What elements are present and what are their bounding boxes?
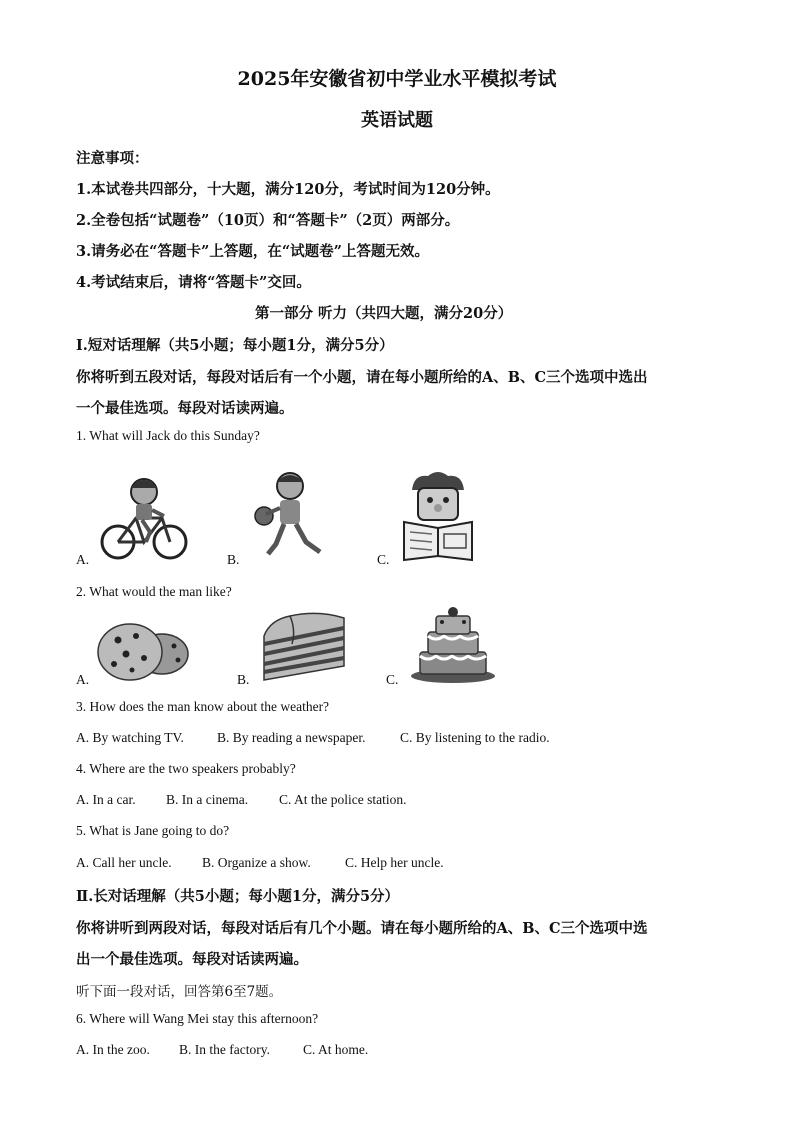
listen-note: 听下面一段对话，回答第6至7题。 [76, 984, 283, 1000]
bicycle-icon [100, 470, 190, 562]
option-b: B. In the factory. [179, 1042, 270, 1057]
section-instruction: 你将听到五段对话，每段对话后有一个小题，请在每小题所给的A、B、C三个选项中选出 [76, 369, 648, 386]
option-a-label: A. [76, 552, 90, 567]
option-b: B. In a cinema. [166, 792, 249, 807]
option-c-label: C. [386, 672, 399, 687]
section-heading: Ⅱ.长对话理解（共5小题；每小题1分，满分5分） [76, 888, 400, 905]
page-subtitle: 英语试题 [361, 110, 433, 131]
option-b: B. By reading a newspaper. [217, 730, 366, 745]
section-instruction: 一个最佳选项。每段对话读两遍。 [76, 400, 294, 417]
cookies-icon [96, 620, 192, 682]
reading-book-icon [400, 470, 476, 562]
notice-heading: 注意事项： [76, 150, 149, 167]
option-a: A. In a car. [76, 792, 136, 807]
basketball-player-icon [250, 470, 330, 562]
question-text: 1. What will Jack do this Sunday? [76, 428, 260, 443]
bread-icon [260, 610, 348, 686]
option-c: C. At the police station. [279, 792, 407, 807]
option-b: B. Organize a show. [202, 855, 311, 870]
section-heading: Ⅰ.短对话理解（共5小题；每小题1分，满分5分） [76, 337, 394, 354]
notice-item: 1.本试卷共四部分，十大题，满分120分，考试时间为120分钟。 [76, 181, 500, 198]
page-title: 2025年安徽省初中学业水平模拟考试 [237, 68, 557, 90]
option-a-label: A. [76, 672, 90, 687]
notice-item: 4.考试结束后，请将“答题卡”交回。 [76, 274, 311, 291]
section-instruction: 你将讲听到两段对话，每段对话后有几个小题。请在每小题所给的A、B、C三个选项中选 [76, 920, 648, 937]
notice-item: 2.全卷包括“试题卷”（10页）和“答题卡”（2页）两部分。 [76, 212, 460, 229]
part-heading: 第一部分 听力（共四大题，满分20分） [255, 305, 513, 322]
notice-item: 3.请务必在“答题卡”上答题，在“试题卷”上答题无效。 [76, 243, 429, 260]
question-text: 3. How does the man know about the weather? [76, 699, 330, 714]
option-c-label: C. [377, 552, 390, 567]
question-text: 5. What is Jane going to do? [76, 823, 230, 838]
option-c: C. At home. [303, 1042, 369, 1057]
option-c: C. By listening to the radio. [400, 730, 550, 745]
section-instruction: 出一个最佳选项。每段对话读两遍。 [76, 951, 308, 968]
option-a: A. Call her uncle. [76, 855, 172, 870]
option-b-label: B. [227, 552, 240, 567]
option-a: A. By watching TV. [76, 730, 184, 745]
option-c: C. Help her uncle. [345, 855, 444, 870]
option-b-label: B. [237, 672, 250, 687]
question-text: 2. What would the man like? [76, 584, 232, 599]
question-text: 4. Where are the two speakers probably? [76, 761, 296, 776]
option-a: A. In the zoo. [76, 1042, 150, 1057]
question-text: 6. Where will Wang Mei stay this afternoon? [76, 1011, 319, 1026]
cake-icon [408, 604, 498, 684]
